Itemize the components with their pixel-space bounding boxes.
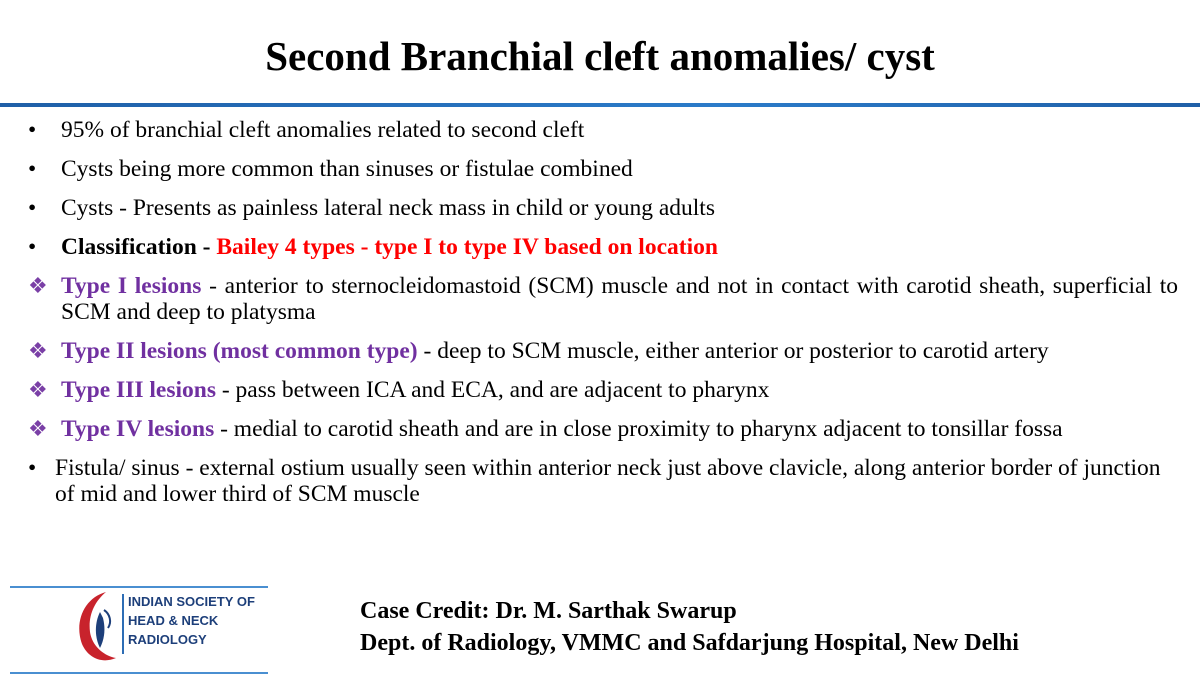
head-profile-icon <box>68 588 128 666</box>
logo-top-line <box>10 586 268 588</box>
logo-bottom-line <box>10 672 268 674</box>
type-item <box>28 273 1178 325</box>
type-description: - pass between ICA and ECA, and are adjacent to pharynx <box>215 377 770 403</box>
bullet-item <box>28 117 1178 143</box>
case-credit <box>360 595 1019 659</box>
type-label: Type III lesions <box>61 377 216 403</box>
logo-text-line: INDIAN SOCIETY OF <box>128 594 255 609</box>
type-description: - medial to carotid sheath and are in close proximity to pharynx adjacent to tonsillar fossa <box>214 416 1063 442</box>
slide-content <box>28 117 1178 507</box>
isnhr-logo <box>10 584 268 674</box>
bullet-item-classification <box>28 234 1178 260</box>
bullet-item-fistula <box>28 455 1178 507</box>
type-label: Type I lesions <box>61 273 202 299</box>
diamond-bullet-icon: ❖ <box>28 338 48 363</box>
credit-department: Dept. of Radiology, VMMC and Safdarjung Hospital, New Delhi <box>360 630 1019 656</box>
logo-divider <box>122 594 124 654</box>
bullet-text: Cysts being more common than sinuses or fistulae combined <box>61 156 633 182</box>
fistula-text: Fistula/ sinus - external ostium usually seen within anterior neck just above clavicle, along anterior border of junction of mid and lower third of SCM muscle <box>55 455 1161 507</box>
bullet-dot-icon: • <box>28 195 37 221</box>
diamond-bullet-icon: ❖ <box>28 377 48 402</box>
slide-title: Second Branchial cleft anomalies/ cyst <box>265 33 935 79</box>
credit-author: Case Credit: Dr. M. Sarthak Swarup <box>360 598 737 624</box>
type-description: - anterior to sternocleidomastoid (SCM) muscle and not in contact with carotid sheath, superficial to SCM and deep to platysma <box>61 273 1178 325</box>
bullet-dot-icon: • <box>28 455 37 481</box>
type-item <box>28 377 1178 403</box>
bullet-item <box>28 195 1178 221</box>
type-label: Type IV lesions <box>61 416 215 442</box>
bullet-text: Cysts - Presents as painless lateral neck mass in child or young adults <box>61 195 715 221</box>
bullet-dot-icon: • <box>28 156 37 182</box>
bullet-dot-icon: • <box>28 234 37 260</box>
logo-text-line: RADIOLOGY <box>128 632 207 647</box>
type-item <box>28 416 1178 442</box>
diamond-bullet-icon: ❖ <box>28 273 48 298</box>
classification-highlight: Bailey 4 types - type I to type IV based on location <box>216 234 718 260</box>
logo-text-line: HEAD & NECK <box>128 613 219 628</box>
bullet-dot-icon: • <box>28 117 37 143</box>
type-item <box>28 338 1178 364</box>
bullet-text: 95% of branchial cleft anomalies related to second cleft <box>61 117 585 143</box>
bullet-item <box>28 156 1178 182</box>
type-label: Type II lesions (most common type) <box>61 338 418 364</box>
classification-label: Classification - <box>61 234 217 260</box>
type-description: - deep to SCM muscle, either anterior or posterior to carotid artery <box>417 338 1049 364</box>
title-divider <box>0 103 1200 107</box>
diamond-bullet-icon: ❖ <box>28 416 48 441</box>
